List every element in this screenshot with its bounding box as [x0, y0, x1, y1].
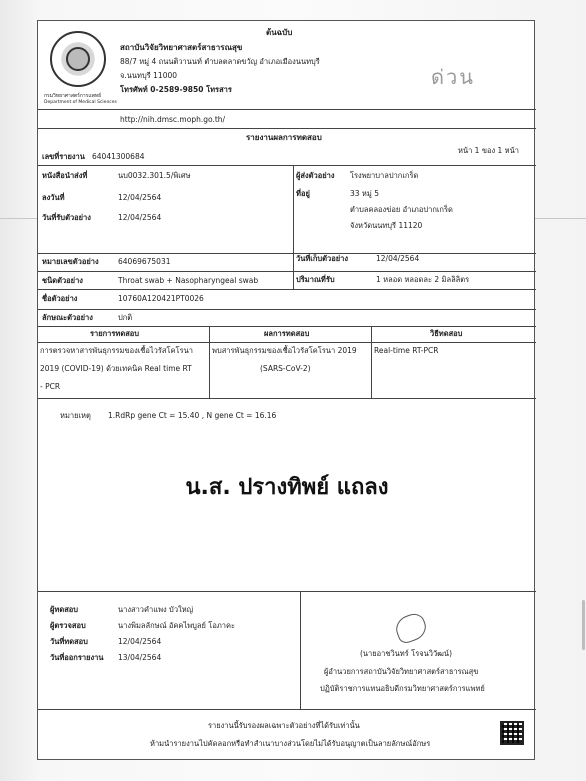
director-signature — [392, 611, 429, 646]
sender-value: โรงพยาบาลปากเกร็ด — [350, 171, 419, 180]
institute-address-line2: จ.นนทบุรี 11000 — [120, 71, 178, 80]
signer-title1: ผู้อำนวยการสถาบันวิจัยวิทยาศาสตร์สาธารณสุข — [324, 667, 479, 676]
checker-label: ผู้ตรวจสอบ — [50, 621, 86, 630]
type-value: Throat swab + Nasopharyngeal swab — [118, 276, 259, 285]
institute-phone: โทรศัพท์ 0-2589-9850 โทรสาร — [120, 85, 232, 94]
letter-value: นบ0032.301.5/พิเศษ — [118, 171, 191, 180]
date-label: ลงวันที่ — [42, 193, 65, 202]
urgent-stamp: ด่วน — [431, 65, 475, 89]
address-line2: ตำบลคลองข่อย อำเภอปากเกร็ด — [350, 205, 453, 214]
sample-no-label: หมายเลขตัวอย่าง — [42, 257, 99, 266]
report-title: รายงานผลการทดสอบ — [246, 133, 322, 142]
signer-name: (นายอาชวินทร์ โรจนวิวัฒน์) — [360, 649, 452, 658]
dmsc-logo-seal — [50, 31, 106, 87]
page-info: หน้า 1 ของ 1 หน้า — [458, 146, 519, 155]
copy-label: ต้นฉบับ — [266, 28, 293, 37]
results-header-test: รายการทดสอบ — [90, 329, 140, 338]
results-test-line1: การตรวจหาสารพันธุกรรมของเชื้อไวรัสโคโรนา — [40, 346, 193, 355]
collected-value: 12/04/2564 — [376, 254, 420, 263]
report-no-label: เลขที่รายงาน — [42, 152, 85, 161]
report-date-value: 13/04/2564 — [118, 653, 162, 662]
results-test-line2: 2019 (COVID-19) ด้วยเทคนิค Real time RT — [40, 364, 192, 373]
sample-no: 64069675031 — [118, 257, 171, 266]
received-value: 12/04/2564 — [118, 213, 162, 222]
patient-name-overlay: น.ส. ปรางทิพย์ แถลง — [185, 475, 389, 500]
address-line3: จังหวัดนนทบุรี 11120 — [350, 221, 423, 230]
sample-name-label: ชื่อตัวอย่าง — [42, 294, 78, 303]
logo-caption-en: Department of Medical Sciences — [44, 100, 117, 105]
qr-code — [500, 721, 524, 745]
results-result-line1: พบสารพันธุกรรมของเชื้อไวรัสโคโรนา 2019 — [212, 346, 357, 355]
tester-value: นางสาวคำแพง บัวใหญ่ — [118, 605, 194, 614]
address-label: ที่อยู่ — [296, 189, 310, 198]
report-date-label: วันที่ออกรายงาน — [50, 653, 104, 662]
institute-website[interactable]: http://nih.dmsc.moph.go.th/ — [120, 115, 226, 124]
results-method: Real-time RT-PCR — [374, 346, 439, 355]
address-line1: 33 หมู่ 5 — [350, 189, 379, 198]
collected-label: วันที่เก็บตัวอย่าง — [296, 254, 349, 263]
footer-line1: รายงานนี้รับรองผลเฉพาะตัวอย่างที่ได้รับเท่านั้น — [208, 721, 360, 730]
lab-report-document — [37, 20, 535, 760]
letter-label: หนังสือนำส่งที่ — [42, 171, 88, 180]
results-header-result: ผลการทดสอบ — [264, 329, 310, 338]
institute-address-line1: 88/7 หมู่ 4 ถนนติวานนท์ ตำบลตลาดขวัญ อำเภอเมืองนนทบุรี — [120, 57, 320, 66]
date-value: 12/04/2564 — [118, 193, 162, 202]
institute-name: สถาบันวิจัยวิทยาศาสตร์สาธารณสุข — [120, 43, 243, 52]
footer-line2: ห้ามนำรายงานไปคัดลอกหรือทำสำเนาบางส่วนโดยไม่ได้รับอนุญาตเป็นลายลักษณ์อักษร — [150, 739, 431, 748]
results-test-line3: - PCR — [40, 382, 61, 391]
type-label: ชนิดตัวอย่าง — [42, 276, 83, 285]
received-label: วันที่รับตัวอย่าง — [42, 213, 91, 222]
results-header-method: วิธีทดสอบ — [430, 329, 463, 338]
remarks-value: 1.RdRp gene Ct = 15.40 , N gene Ct = 16.16 — [108, 411, 277, 420]
results-result-line2: (SARS-CoV-2) — [260, 364, 311, 373]
quantity-value: 1 หลอด หลอดละ 2 มิลลิลิตร — [376, 275, 470, 284]
sender-label: ผู้ส่งตัวอย่าง — [296, 171, 335, 180]
checker-value: นางพิมลลักษณ์ อัคคไพบูลย์ โอภาคะ — [118, 621, 236, 630]
test-date-label: วันที่ทดสอบ — [50, 637, 88, 646]
page-scrollbar[interactable] — [582, 600, 585, 650]
test-date-value: 12/04/2564 — [118, 637, 162, 646]
logo-caption: กรมวิทยาศาสตร์การแพทย์ — [44, 93, 102, 99]
report-no: 64041300684 — [92, 152, 145, 161]
signer-title2: ปฏิบัติราชการแทนอธิบดีกรมวิทยาศาสตร์การแพทย์ — [320, 684, 485, 693]
sample-name-value: 10760A120421PT0026 — [118, 294, 204, 303]
remarks-label: หมายเหตุ — [60, 411, 91, 420]
quantity-label: ปริมาณที่รับ — [296, 275, 335, 284]
condition-value: ปกติ — [118, 313, 133, 322]
tester-label: ผู้ทดสอบ — [50, 605, 79, 614]
condition-label: ลักษณะตัวอย่าง — [42, 313, 93, 322]
